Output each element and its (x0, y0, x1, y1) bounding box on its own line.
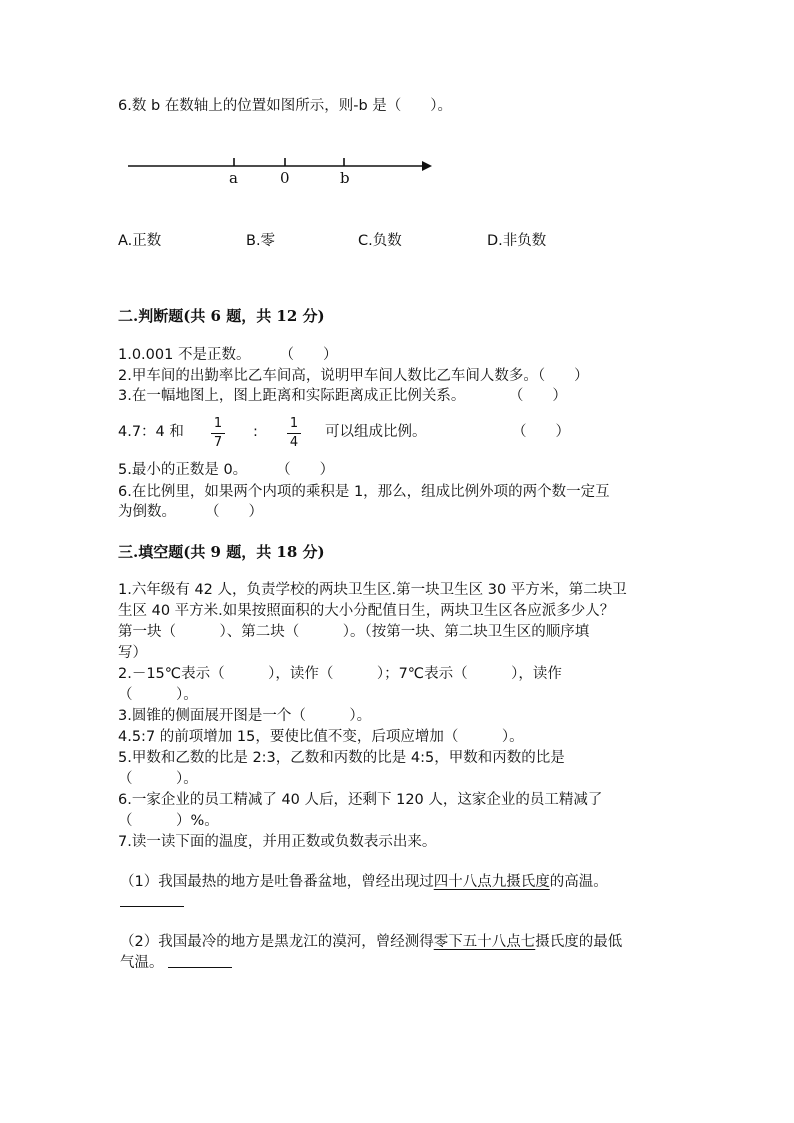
label-b: b (340, 169, 350, 187)
sub-2-after: 摄氏度的最低 (535, 934, 623, 950)
fraction-1-denominator: 7 (213, 435, 223, 450)
judge-item-4-paren: （ ） (512, 424, 570, 440)
fill-line-3: 第一块（ ）、第二块（ ）。（按第一块、第二块卫生区的顺序填 (118, 624, 590, 640)
fill-line-2: 生区 40 平方米.如果按照面积的大小分配值日生，两块卫生区各应派多少人？ (118, 603, 615, 619)
sub-question-2-line-2: 气温。 (120, 955, 164, 971)
fill-line-6: （ ）。 (118, 687, 198, 703)
sub-2-underlined: 零下五十八点七 (433, 934, 536, 950)
number-line-figure (120, 150, 440, 190)
judge-item-5: 5.最小的正数是 0。 （ ） (118, 462, 335, 478)
fill-line-1: 1.六年级有 42 人，负责学校的两块卫生区.第一块卫生区 30 平方米，第二块卫 (118, 582, 627, 598)
fill-line-13: 7.读一读下面的温度，并用正数或负数表示出来。 (118, 834, 437, 850)
label-zero: 0 (280, 169, 290, 187)
sub-2-before: （2）我国最冷的地方是黑龙江的漠河，曾经测得 (120, 934, 434, 950)
answer-blank-1[interactable] (120, 906, 184, 907)
judge-item-4-colon: : (253, 424, 258, 440)
fraction-2-denominator: 4 (289, 435, 299, 450)
fraction-2-bar (287, 433, 301, 434)
option-c: C.负数 (358, 233, 402, 249)
fraction-1-bar (211, 433, 225, 434)
section-2-title: 二.判断题(共 6 题，共 12 分) (118, 307, 325, 325)
option-d: D.非负数 (487, 233, 547, 249)
sub-1-after: 的高温。 (549, 874, 608, 890)
fraction-2-numerator: 1 (289, 416, 299, 431)
fraction-one-fourth (287, 416, 301, 451)
section-3-title: 三.填空题(共 9 题，共 18 分) (118, 543, 325, 561)
judge-item-6-line-1: 6.在比例里，如果两个内项的乘积是 1，那么，组成比例外项的两个数一定互 (118, 484, 610, 500)
question-6-stem: 6.数 b 在数轴上的位置如图所示，则-b 是（ ）。 (118, 98, 453, 114)
fill-line-9: 5.甲数和乙数的比是 2:3，乙数和丙数的比是 4:5，甲数和丙数的比是 (118, 750, 565, 766)
option-a: A.正数 (118, 233, 162, 249)
judge-item-1: 1.0.001 不是正数。 （ ） (118, 347, 338, 363)
option-b: B.零 (246, 233, 276, 249)
sub-1-underlined: 四十八点九摄氏度 (433, 874, 550, 890)
sub-question-1 (120, 872, 608, 892)
judge-item-4-suffix: 可以组成比例。 (325, 424, 427, 440)
judge-item-6-line-2: 为倒数。 （ ） (118, 504, 263, 520)
fill-line-10: （ ）。 (118, 771, 198, 787)
fill-line-4: 写） (118, 645, 147, 661)
answer-blank-2[interactable] (168, 967, 232, 968)
fraction-one-seventh (211, 416, 225, 451)
sub-question-2 (120, 932, 622, 952)
fill-line-5: 2.－15℃表示（ ），读作（ ）；7℃表示（ ），读作 (118, 666, 562, 682)
judge-item-3: 3.在一幅地图上，图上距离和实际距离成正比例关系。 （ ） (118, 388, 567, 404)
judge-item-2: 2.甲车间的出勤率比乙车间高，说明甲车间人数比乙车间人数多。（ ） (118, 368, 589, 384)
number-line-arrow (422, 161, 432, 171)
fill-line-12: （ ）%。 (118, 813, 219, 829)
fill-line-8: 4.5:7 的前项增加 15，要使比值不变，后项应增加（ ）。 (118, 729, 524, 745)
fill-line-11: 6.一家企业的员工精减了 40 人后，还剩下 120 人，这家企业的员工精减了 (118, 792, 603, 808)
sub-1-before: （1）我国最热的地方是吐鲁番盆地，曾经出现过 (120, 874, 434, 890)
fill-line-7: 3.圆锥的侧面展开图是一个（ ）。 (118, 708, 372, 724)
label-a: a (229, 169, 238, 187)
judge-item-4-prefix: 4.7：4 和 (118, 424, 184, 440)
fraction-1-numerator: 1 (213, 416, 223, 431)
